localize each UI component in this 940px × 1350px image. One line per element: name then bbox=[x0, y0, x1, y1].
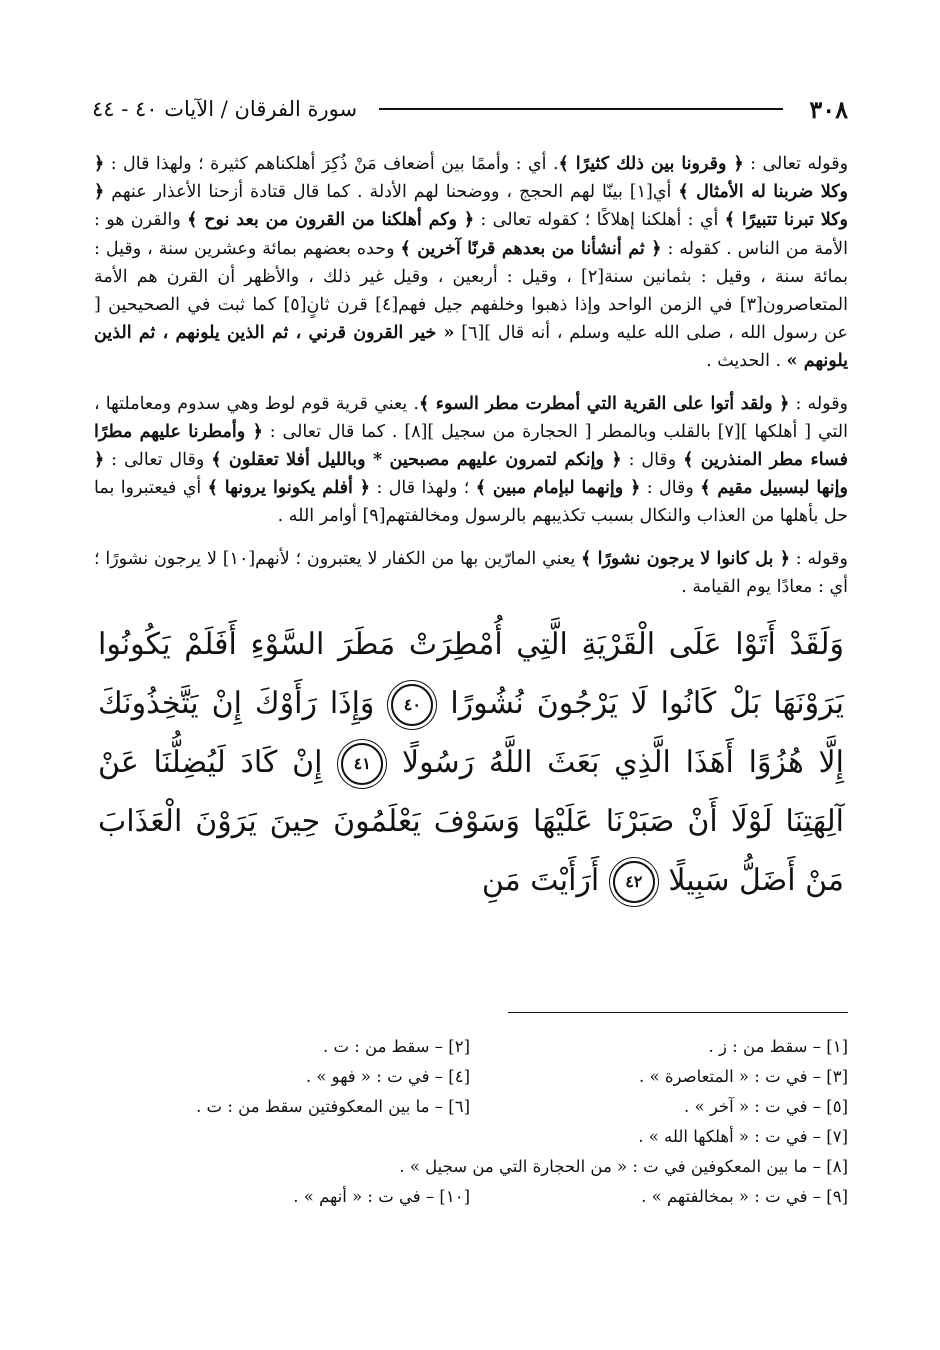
quoted-verse: ﴿ وكلا ضربنا له الأمثال ﴾ bbox=[94, 154, 848, 203]
commentary-text: ؛ ولهذا قال : bbox=[370, 478, 476, 499]
commentary-text: وقوله تعالى : bbox=[743, 154, 849, 174]
quran-verses bbox=[94, 615, 848, 910]
commentary-text: والقرن هو : الأمة من الناس . كقوله : bbox=[94, 210, 848, 259]
footnote: [٨] – ما بين المعكوفين في ت : « من الحجارة التي من سجيل » . bbox=[399, 1157, 848, 1176]
paragraph-3 bbox=[94, 545, 848, 601]
header-rule bbox=[379, 108, 783, 110]
ayah-number-mark: ٤٠ bbox=[391, 684, 433, 726]
main-text bbox=[94, 150, 848, 910]
page-header bbox=[92, 92, 848, 126]
footnote-row bbox=[92, 1182, 848, 1212]
quran-text: وَإِذَا رَأَوْكَ إِنْ يَتَّخِذُونَكَ إِلَّا هُزُوًا أَهَذَا الَّذِي بَعَثَ اللَّهُ رَسُولًا bbox=[98, 686, 844, 781]
ayah-number-mark: ٤٢ bbox=[613, 861, 655, 903]
footnote-row bbox=[92, 1032, 848, 1062]
footnote: [٤] – في ت : « فهو » . bbox=[305, 1067, 470, 1086]
footnote-row bbox=[92, 1152, 848, 1182]
commentary-text: وقال تعالى : bbox=[104, 450, 212, 471]
quoted-verse: « خير القرون قرني ، ثم الذين يلونهم ، ثم الذين يلونهم » bbox=[94, 323, 848, 372]
quoted-verse: ﴿ وإنها لبسبيل مقيم ﴾ bbox=[94, 450, 848, 499]
page-number: ٣٠٨ bbox=[809, 94, 848, 124]
quoted-verse: ﴿ وكم أهلكنا من القرون من بعد نوح ﴾ bbox=[187, 210, 475, 231]
footnote: [٥] – في ت : « آخر » . bbox=[683, 1097, 848, 1116]
footnote: [١] – سقط من : ز . bbox=[708, 1037, 848, 1056]
ayah-number-mark: ٤١ bbox=[341, 743, 383, 785]
quoted-verse: ﴿ وإنكم لتمرون عليهم مصبحين * وبالليل أفلا تعقلون ﴾ bbox=[211, 450, 622, 471]
commentary-text: وحده بعضهم بمائة وعشرين سنة ، وقيل : بمائة سنة ، وقيل : بثمانين سنة[٢] ، وقيل : أربعين ، وقيل غير ذلك ، والأظهر أن القرن هم الأمة المتعاصرون[٣] في الزمن الواحد وإذا ذهبوا وخلفهم جيل فهم[٤] قرن ثانٍ[٥] كما ثبت في الصحيحين [ عن رسول الله ، صلى الله عليه وسلم ، أنه قال ][٦] bbox=[94, 238, 848, 344]
commentary-text: وقال : bbox=[640, 478, 701, 499]
footnote-rule bbox=[508, 1012, 848, 1013]
quran-text: إِنْ كَادَ لَيُضِلُّنَا عَنْ آلِهَتِنَا لَوْلَا أَنْ صَبَرْنَا عَلَيْهَا وَسَوْفَ يَعْلَمُونَ حِينَ يَرَوْنَ الْعَذَابَ مَنْ أَضَلُّ سَبِيلًا bbox=[98, 745, 844, 899]
commentary-text: وقوله : bbox=[789, 393, 849, 414]
quoted-verse: ﴿ وأمطرنا عليهم مطرًا فساء مطر المنذرين ﴾ bbox=[94, 421, 849, 471]
quran-text: أَرَأَيْتَ مَنِ bbox=[481, 863, 600, 899]
quoted-verse: ﴿ ثم أنشأنا من بعدهم قرنًا آخرين ﴾ bbox=[400, 238, 662, 259]
commentary-text: . الحديث . bbox=[706, 351, 787, 372]
commentary-text: أي فيعتبروا بما حل بأهلها من العذاب والنكال بسبب تكذيبهم بالرسول ومخالفتهم[٩] أوامر الله . bbox=[94, 478, 848, 527]
commentary-text: أي : أهلكنا إهلاكًا ؛ كقوله تعالى : bbox=[474, 210, 725, 231]
footnote: [٩] – في ت : « بمخالفتهم » . bbox=[641, 1187, 848, 1206]
footnote: [١٠] – في ت : « أنهم » . bbox=[293, 1187, 470, 1206]
footnote: [٢] – سقط من : ت . bbox=[322, 1037, 470, 1056]
commentary-text: . أي : وأممًا بين أضعاف مَنْ ذُكِرَ أهلكناهم كثيرة ؛ ولهذا قال : bbox=[104, 154, 559, 174]
quoted-verse: ﴿ أفلم يكونوا يرونها ﴾ bbox=[207, 478, 371, 499]
footnote-row bbox=[92, 1092, 848, 1122]
quoted-verse: ﴿ وقرونا بين ذلك كثيرًا ﴾ bbox=[558, 154, 744, 174]
commentary-text: . يعني قرية قوم لوط وهي سدوم ومعاملتها ، التي [ أهلكها ][٧] بالقلب وبالمطر [ الحجارة من سجيل ][٨] . كما قال تعالى : bbox=[94, 393, 849, 442]
footnote: [٧] – في ت : « أهلكها الله » . bbox=[638, 1127, 848, 1146]
commentary-text: وقال : bbox=[621, 450, 684, 471]
footnote: [٣] – في ت : « المتعاصرة » . bbox=[638, 1067, 848, 1086]
quoted-verse: ﴿ وإنهما لبإمام مبين ﴾ bbox=[475, 478, 641, 499]
paragraph-2 bbox=[94, 390, 848, 531]
footnote: [٦] – ما بين المعكوفتين سقط من : ت . bbox=[196, 1097, 470, 1116]
quoted-verse: ﴿ ولقد أتوا على القرية التي أمطرت مطر السوء ﴾ bbox=[418, 393, 790, 414]
footnote-row bbox=[92, 1062, 848, 1092]
footnote-row bbox=[92, 1122, 848, 1152]
paragraph-1 bbox=[94, 150, 848, 376]
commentary-text: أي[١] بينّا لهم الحجج ، ووضحنا لهم الأدلة . كما قال قتادة أزحنا الأعذار عنهم bbox=[104, 182, 679, 203]
footnotes bbox=[92, 1032, 848, 1212]
quoted-verse: ﴿ وكلا تبرنا تتبيرًا ﴾ bbox=[94, 182, 848, 231]
quoted-verse: ﴿ بل كانوا لا يرجون نشورًا ﴾ bbox=[581, 548, 790, 569]
quran-text: وَلَقَدْ أَتَوْا عَلَى الْقَرْيَةِ الَّتِي أُمْطِرَتْ مَطَرَ السَّوْءِ أَفَلَمْ يَكُونُوا يَرَوْنَهَا بَلْ كَانُوا لَا يَرْجُونَ نُشُورًا bbox=[98, 627, 844, 722]
commentary-text: وقوله : bbox=[789, 548, 848, 569]
running-title: سورة الفرقان / الآيات ٤٠ - ٤٤ bbox=[92, 97, 358, 121]
commentary-text: يعني المارّين بها من الكفار لا يعتبرون ؛ لأنهم[١٠] لا يرجون نشورًا ؛ أي : معادًا يوم القيامة . bbox=[94, 548, 848, 597]
